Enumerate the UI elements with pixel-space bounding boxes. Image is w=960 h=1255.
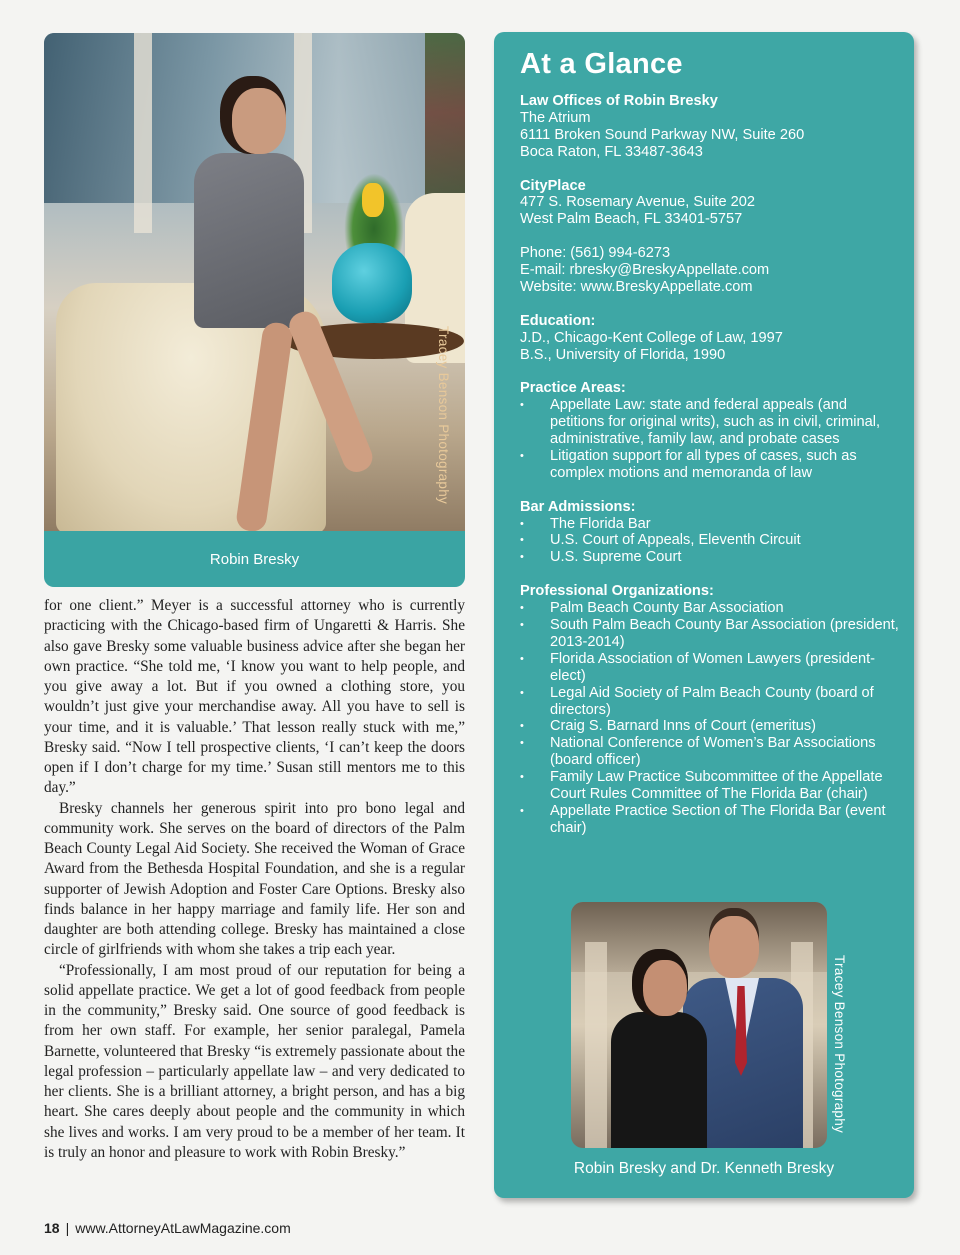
contact-website: Website: www.BreskyAppellate.com [520, 278, 753, 295]
photo-figure-head [232, 88, 286, 154]
footer-separator: | [65, 1220, 70, 1236]
contact-phone: Phone: (561) 994-6273 [520, 245, 671, 262]
office2-name: CityPlace [520, 177, 586, 194]
photo-caption [44, 531, 465, 587]
photo-woman-head [643, 960, 687, 1016]
photo-pillar [134, 33, 152, 233]
organization-item: • Craig S. Barnard Inns of Court (emeritus) [520, 718, 900, 735]
bar-admission-item: • U.S. Supreme Court [520, 549, 900, 566]
organization-item: • Family Law Practice Subcommittee of the Appellate Court Rules Committee of The Florida Bar (chair) [520, 769, 900, 803]
practice-areas-heading: Practice Areas: [520, 380, 626, 397]
bar-admissions-heading: Bar Admissions: [520, 498, 636, 515]
page-number: 18 [44, 1220, 60, 1236]
photo-credit: Tracey Benson Photography [436, 326, 451, 505]
office1-line: 6111 Broken Sound Parkway NW, Suite 260 [520, 126, 805, 143]
professional-organizations-list [520, 600, 900, 837]
robin-bresky-photo [44, 33, 465, 533]
photo-man-head [709, 916, 759, 978]
photo-flower [362, 183, 384, 217]
page-footer [44, 1220, 291, 1236]
photo-figure-body [194, 153, 304, 328]
bar-admission-item: • The Florida Bar [520, 516, 900, 533]
photo-woman-body [611, 1012, 707, 1148]
education-item: J.D., Chicago-Kent College of Law, 1997 [520, 329, 783, 346]
organization-item: • South Palm Beach County Bar Association (president, 2013-2014) [520, 617, 900, 651]
office1-name: Law Offices of Robin Bresky [520, 93, 718, 109]
education-item: B.S., University of Florida, 1990 [520, 346, 726, 363]
footer-website: www.AttorneyAtLawMagazine.com [75, 1220, 291, 1236]
photo-vase [332, 243, 412, 323]
bar-admission-item: • U.S. Court of Appeals, Eleventh Circuit [520, 532, 900, 549]
office1-line: Boca Raton, FL 33487-3643 [520, 143, 703, 160]
article-paragraph: “Professionally, I am most proud of our reputation for being a solid appellate practice. We get a lot of good feedback from people in the community,” Bresky said. One source of good feedback is from her own staff. For example, her senior paralegal, Pamela Barnette, volunteered that Bresky “is extremely passionate about the legal profession – particularly appellate law – and very dedicated to her clients. She is a brilliant attorney, a bright person, and has a big heart. She cares deeply about people and the community in which she lives and works. I am very proud to be a member of her team. It is truly an honor and pleasure to work with Robin Bresky.” [44, 961, 465, 1161]
article-body [44, 596, 465, 1163]
sidebar-content [520, 93, 900, 837]
organization-item: • National Conference of Women’s Bar Associations (board officer) [520, 735, 900, 769]
couple-photo [571, 902, 827, 1148]
education-heading: Education: [520, 312, 596, 329]
article-paragraph: Bresky channels her generous spirit into pro bono legal and community work. She serves on the board of directors of the Palm Beach County Legal Aid Society. She received the Woman of Grace Award from the Bethesda Hospital Foundation, and she is a regular supporter of Jewish Adoption and Foster Care Options. Bresky also finds balance in her happy marriage and family life. Her son and daughter are both attending college. Bresky has maintained a close circle of girlfriends with whom she takes a trip each year. [44, 799, 465, 959]
organization-item: • Palm Beach County Bar Association [520, 600, 900, 617]
office2-line: West Palm Beach, FL 33401-5757 [520, 211, 743, 228]
office1-line: The Atrium [520, 109, 591, 126]
organization-item: • Legal Aid Society of Palm Beach County (board of directors) [520, 685, 900, 719]
practice-area-item: • Litigation support for all types of cases, such as complex motions and memoranda of law [520, 448, 900, 482]
couple-photo-caption: Robin Bresky and Dr. Kenneth Bresky [573, 1160, 835, 1177]
article-paragraph: for one client.” Meyer is a successful attorney who is currently practicing with the Chicago-based firm of Ungaretti & Harris. She also gave Bresky some valuable business advice after she began her own practice. “She told me, ‘I know you want to help people, and you give away a lot. But if you owned a clothing store, you wouldn’t just give your merchandise away. All you have to sell is your time, and it is valuable.’ That lesson really stuck with me,” Bresky said. “Now I tell prospective clients, ‘I can’t keep the doors open if I don’t charge for my time.’ Susan still mentors me to this day.” [44, 597, 465, 797]
photo-ceiling [571, 902, 827, 972]
organization-item: • Appellate Practice Section of The Florida Bar (event chair) [520, 803, 900, 837]
practice-areas-list [520, 397, 900, 482]
contact-email: E-mail: rbresky@BreskyAppellate.com [520, 262, 770, 279]
sidebar-title: At a Glance [520, 48, 683, 80]
bar-admissions-list [520, 516, 900, 567]
practice-area-item: • Appellate Law: state and federal appeals (and petitions for original writs), such as in civil, criminal, administrative, family law, and probate cases [520, 397, 900, 448]
professional-organizations-heading: Professional Organizations: [520, 583, 714, 600]
organization-item: • Florida Association of Women Lawyers (president-elect) [520, 651, 900, 685]
office2-line: 477 S. Rosemary Avenue, Suite 202 [520, 194, 756, 211]
couple-photo-credit: Tracey Benson Photography [832, 955, 847, 1134]
photo-caption-text: Robin Bresky [209, 550, 300, 568]
photo-column [585, 942, 607, 1148]
